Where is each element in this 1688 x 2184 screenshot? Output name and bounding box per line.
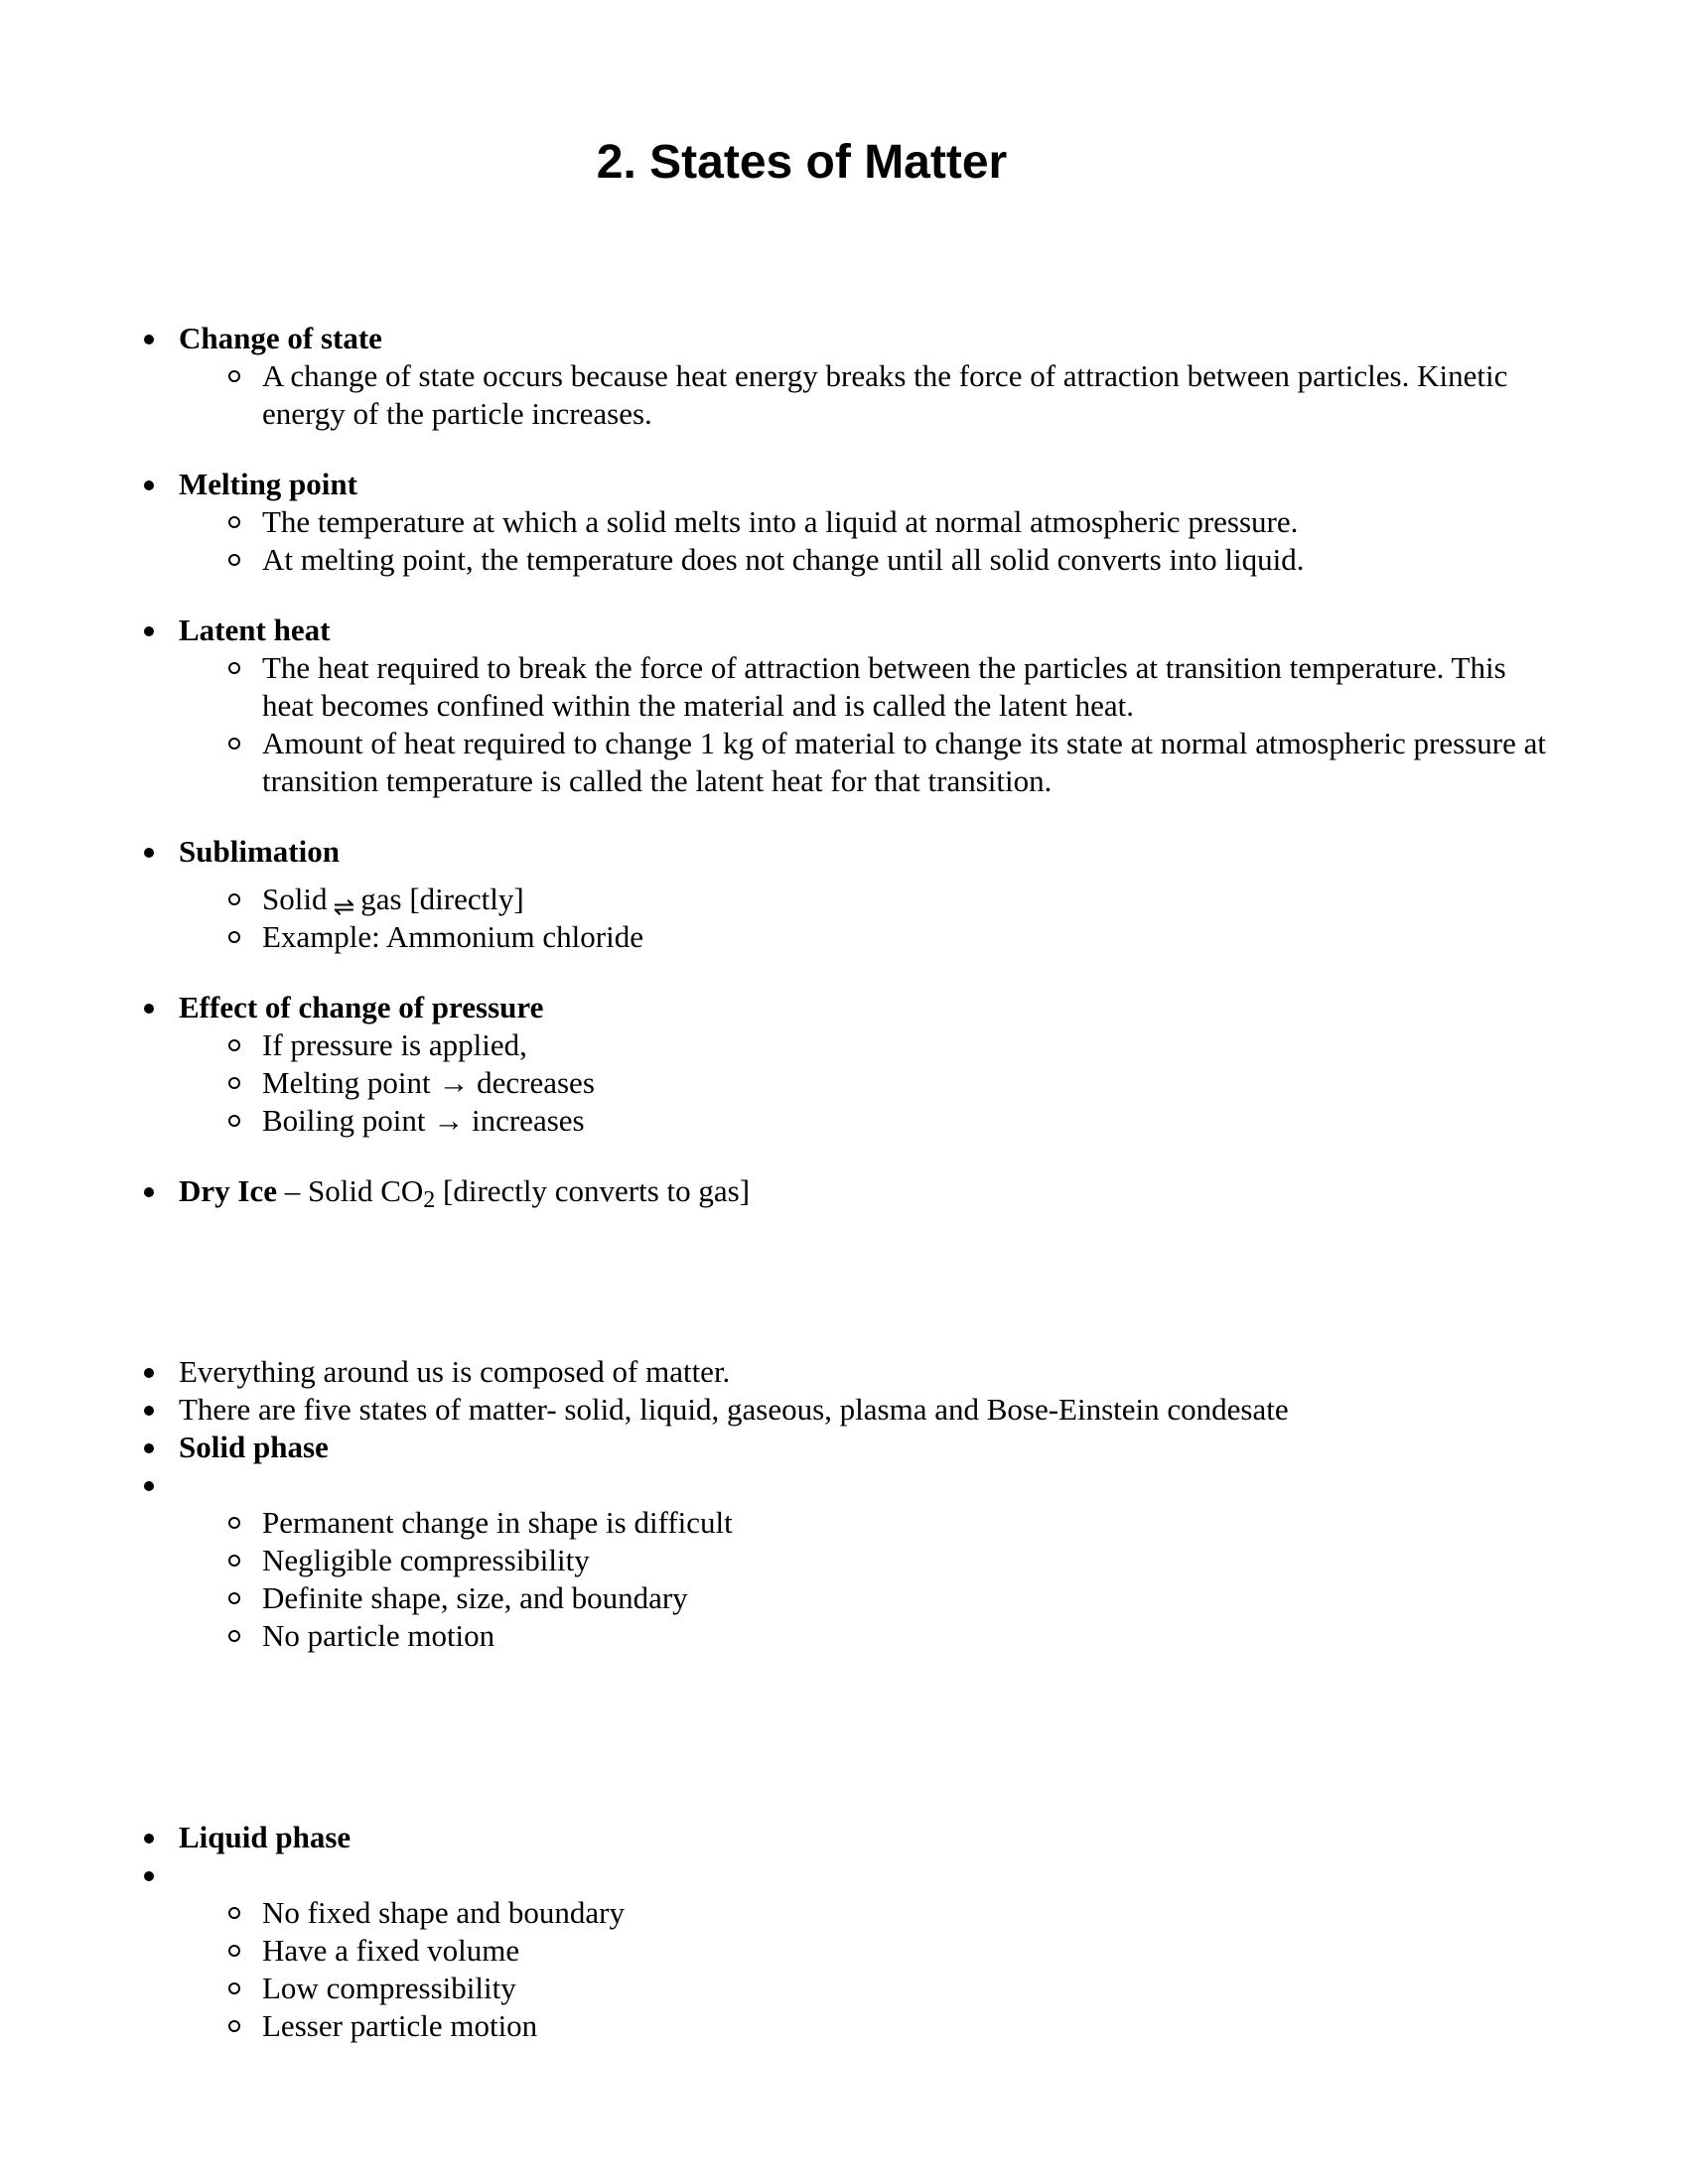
section-1	[0, 320, 1688, 1243]
heading-pressure: Effect of change of pressure	[179, 990, 544, 1024]
list-item-solid-phase	[0, 1429, 1688, 1466]
heading-melting-point: Melting point	[179, 467, 357, 501]
dry-ice-text: Solid CO	[307, 1173, 424, 1208]
heading-sublimation: Sublimation	[179, 834, 340, 869]
list-item: No particle motion	[179, 1617, 1553, 1655]
list-item: Negligible compressibility	[179, 1542, 1553, 1579]
list-item: Permanent change in shape is difficult	[179, 1504, 1553, 1542]
list-item: Lesser particle motion	[179, 2007, 1553, 2045]
dry-ice-subscript: 2	[423, 1187, 436, 1213]
list-item: A change of state occurs because heat energy breaks the force of attraction between particles. Kinetic energy of the particle increases.	[179, 357, 1553, 433]
list-item-sublimation-equation	[179, 881, 1553, 921]
list-item-sublimation	[0, 833, 1688, 956]
section-2	[0, 1353, 1688, 1655]
list-item-latent-heat	[0, 612, 1688, 800]
equilibrium-arrow-icon: ⇌	[333, 892, 355, 921]
list-item: If pressure is applied,	[179, 1026, 1553, 1064]
section-3	[0, 1819, 1688, 2045]
heading-solid-phase: Solid phase	[179, 1430, 329, 1464]
list-item-empty	[0, 1466, 1688, 1655]
list-item-melting-point	[0, 466, 1688, 579]
equation-gas: gas [directly]	[360, 882, 524, 916]
list-item: At melting point, the temperature does not change until all solid converts into liquid.	[179, 541, 1553, 579]
list-item-pressure	[0, 989, 1688, 1140]
list-item: Melting point → decreases	[179, 1064, 1553, 1102]
list-item-change-of-state	[0, 320, 1688, 433]
heading-change-of-state: Change of state	[179, 321, 382, 355]
heading-liquid-phase: Liquid phase	[179, 1820, 352, 1854]
list-item-liquid-phase	[0, 1819, 1688, 1856]
list-item: No fixed shape and boundary	[179, 1894, 1553, 1932]
list-item: Low compressibility	[179, 1970, 1553, 2007]
list-item: Example: Ammonium chloride	[179, 918, 1553, 956]
list-item-dry-ice	[0, 1172, 1688, 1213]
list-item: There are five states of matter- solid, liquid, gaseous, plasma and Bose-Einstein condesate	[0, 1391, 1688, 1429]
heading-dry-ice: Dry Ice	[179, 1173, 277, 1208]
list-item: The temperature at which a solid melts into a liquid at normal atmospheric pressure.	[179, 503, 1553, 541]
list-item-empty	[0, 1856, 1688, 2045]
heading-latent-heat: Latent heat	[179, 613, 331, 647]
list-item: Have a fixed volume	[179, 1932, 1553, 1970]
dry-ice-dash: –	[284, 1173, 301, 1208]
list-item: Everything around us is composed of matter.	[0, 1353, 1688, 1391]
dry-ice-text-after: [directly converts to gas]	[443, 1173, 751, 1208]
list-item: Boiling point → increases	[179, 1102, 1553, 1140]
list-item: Amount of heat required to change 1 kg of material to change its state at normal atmospheric pressure at transition temperature is called the latent heat for that transition.	[179, 725, 1553, 800]
list-item: The heat required to break the force of attraction between the particles at transition temperature. This heat becomes confined within the material and is called the latent heat.	[179, 649, 1553, 725]
list-item: Definite shape, size, and boundary	[179, 1579, 1553, 1617]
equation-solid: Solid	[262, 882, 328, 916]
page-title: 2. States of Matter	[596, 136, 1008, 189]
